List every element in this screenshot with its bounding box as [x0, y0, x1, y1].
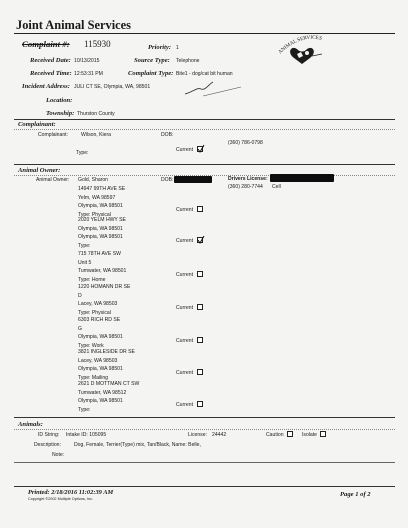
- complainant-dotted-rule: [14, 129, 395, 130]
- complainant-phone: (360) 786-0798: [228, 140, 263, 146]
- address-line: Tumwater, WA 98512: [78, 389, 127, 396]
- owner-dob-label: DOB:: [161, 177, 174, 183]
- address-current-label: Current: [176, 370, 193, 376]
- drivers-license-label: Drivers License:: [228, 176, 268, 182]
- footer-rule: [14, 486, 395, 487]
- address-type: Type: Physical: [78, 309, 111, 316]
- license-label: License:: [188, 432, 207, 438]
- owner-label: Animal Owner:: [36, 177, 70, 183]
- owner-address-block: [78, 185, 125, 219]
- dob-redaction: [174, 176, 212, 183]
- priority-value: 1: [176, 45, 179, 51]
- address-current-checkbox[interactable]: [197, 337, 203, 343]
- address-line: 1220 HOMANN DR SE: [78, 284, 131, 290]
- complaint-type-label: Complaint Type:: [128, 70, 174, 77]
- address-current-checkbox[interactable]: [197, 206, 203, 212]
- address-line: 3821 INGLESIDE DR SE: [78, 349, 135, 355]
- owner-section-label: Animal Owner:: [18, 167, 61, 174]
- address-line: Tumwater, WA 98501: [78, 268, 127, 275]
- owner-address-block: [78, 250, 126, 284]
- address-line: Olympia, WA 98501: [78, 225, 123, 232]
- address-line: Unit 5: [78, 259, 92, 266]
- address-current-label: Current: [176, 207, 193, 213]
- source-type: Telephone: [176, 58, 200, 64]
- location-label: Location:: [46, 97, 73, 104]
- address-type: Type: Work: [78, 342, 104, 349]
- incident-address: JULI CT SE, Olympia, WA, 98501: [74, 84, 151, 90]
- animals-rule-bottom: [14, 462, 395, 463]
- address-current-label: Current: [176, 402, 193, 408]
- received-time: 12:53:31 PM: [74, 71, 103, 77]
- owner-phone: (360) 280-7744: [228, 184, 263, 190]
- address-current-checkbox[interactable]: [197, 271, 203, 277]
- owner-rule-top: [14, 164, 395, 165]
- township-value: Thurston County: [77, 111, 115, 117]
- address-current-checkbox[interactable]: [197, 369, 203, 375]
- owner-address-block: [78, 348, 135, 382]
- incident-address-label: Incident Address:: [22, 83, 70, 90]
- address-type: Type: Home: [78, 276, 106, 283]
- address-current-checkbox[interactable]: [197, 401, 203, 407]
- animals-rule-top: [14, 417, 395, 418]
- address-line: 14947 99TH AVE SE: [78, 186, 126, 192]
- description-value: Dog, Female, Terrier(Type) mix, Tan/Black, Name: Belle,: [74, 442, 201, 448]
- complaint-number-label: Complaint #:: [22, 39, 70, 49]
- owner-address-block: [78, 380, 139, 414]
- address-line: 6303 RICH RD SE: [78, 317, 121, 323]
- address-line: 715 78TH AVE SW: [78, 251, 121, 257]
- address-current-label: Current: [176, 272, 193, 278]
- owner-address-block: [78, 283, 130, 317]
- address-line: Lacey, WA 98503: [78, 357, 118, 364]
- address-line: 2020 YELM HWY SE: [78, 217, 126, 223]
- owner-name: Gold, Sharon: [78, 177, 109, 183]
- address-type: Type:: [78, 406, 91, 413]
- address-current-label: Current: [176, 305, 193, 311]
- isolate-checkbox[interactable]: [320, 431, 326, 437]
- address-line: Olympia, WA 98501: [78, 203, 123, 210]
- address-line: Olympia, WA 98501: [78, 234, 123, 241]
- complainant-type-label: Type:: [76, 150, 89, 156]
- isolate-label: Isolate: [302, 432, 318, 438]
- owner-address-block: [78, 316, 123, 350]
- complainant-current-checkbox[interactable]: [197, 146, 203, 152]
- address-line: Lacey, WA 98503: [78, 301, 118, 308]
- address-type: Type: Physical: [78, 211, 111, 218]
- complainant-section-label: Complainant:: [18, 121, 56, 128]
- priority-label: Priority:: [148, 44, 172, 51]
- complainant-current-label: Current: [176, 147, 193, 153]
- address-current-label: Current: [176, 238, 193, 244]
- animals-dotted-rule: [14, 429, 395, 430]
- license-redaction: [270, 174, 334, 182]
- received-time-label: Received Time:: [30, 70, 72, 77]
- handwritten-mark: [183, 78, 253, 100]
- address-line: Olympia, WA 98501: [78, 334, 123, 341]
- complainant-dob-label: DOB:: [161, 132, 174, 138]
- complaint-number: 115930: [84, 39, 111, 49]
- complaint-type: Bite1 - dog/cat bit human: [176, 71, 233, 77]
- address-line: Yelm, WA 98597: [78, 194, 116, 201]
- received-date: 10/13/2015: [74, 58, 100, 64]
- complainant-label: Complainant:: [38, 132, 69, 138]
- id-string-value: Intake ID: 105095: [66, 432, 107, 438]
- page-number: Page 1 of 2: [340, 491, 371, 498]
- printed-timestamp: Printed: 2/18/2016 11:02:39 AM: [28, 489, 114, 496]
- address-line: 2621 D MOTTMAN CT SW: [78, 381, 140, 387]
- note-label: Note:: [52, 452, 65, 458]
- id-string-label: ID String:: [38, 432, 60, 438]
- owner-address-block: [78, 216, 126, 250]
- address-line: D: [78, 292, 82, 299]
- complainant-rule-top: [14, 119, 395, 120]
- caution-label: Caution: [266, 432, 284, 438]
- township-label: Township:: [46, 110, 75, 117]
- address-line: Olympia, WA 98501: [78, 366, 123, 373]
- address-current-checkbox[interactable]: [197, 237, 203, 243]
- source-type-label: Source Type:: [134, 57, 170, 64]
- logo-text: ANIMAL SERVICES: [277, 34, 323, 56]
- received-date-label: Received Date:: [30, 57, 71, 64]
- address-type: Type: Mailing: [78, 374, 109, 381]
- copyright: Copyright ©2002 Multiple Options, Inc.: [28, 497, 94, 501]
- caution-checkbox[interactable]: [287, 431, 293, 437]
- address-current-checkbox[interactable]: [197, 304, 203, 310]
- animals-section-label: Animals:: [18, 421, 43, 428]
- license-value: 24442: [212, 432, 227, 438]
- owner-phone-type: Cell: [272, 184, 281, 190]
- address-current-label: Current: [176, 338, 193, 344]
- address-line: Olympia, WA 98501: [78, 398, 123, 405]
- animal-services-logo: [276, 30, 338, 70]
- address-type: Type:: [78, 242, 91, 249]
- complainant-name: Wilson, Kiera: [81, 132, 112, 138]
- address-line: G: [78, 325, 82, 332]
- description-label: Description:: [34, 442, 61, 448]
- document-title: Joint Animal Services: [16, 18, 131, 32]
